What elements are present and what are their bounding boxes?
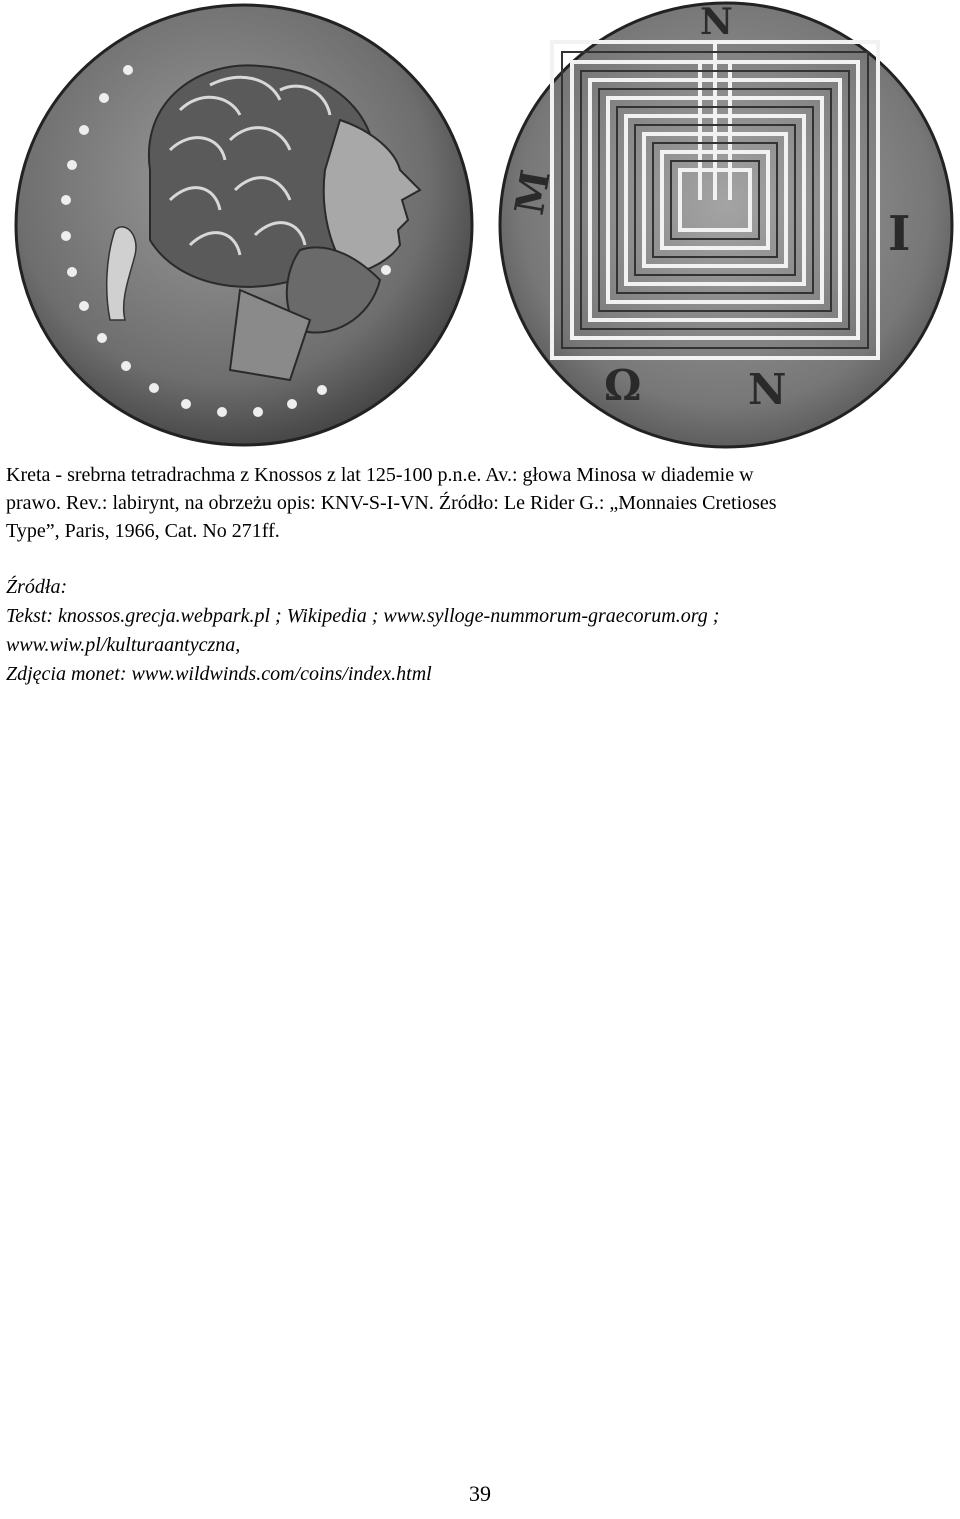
coin-obverse bbox=[16, 5, 472, 445]
sources-section bbox=[6, 573, 956, 689]
sources-text: Tekst: knossos.grecja.webpark.pl ; Wikipedia ; www.sylloge-nummorum-graecorum.org ; bbox=[6, 605, 720, 627]
caption-line: prawo. Rev.: labirynt, na obrzeżu opis: KNV-S-I-VN. Źródło: Le Rider G.: „Monnaies Cretioses bbox=[6, 492, 777, 514]
legend-letter-top: Ν bbox=[700, 1, 733, 43]
legend-letter-bottom-right: Ν bbox=[748, 365, 787, 414]
coin-reverse bbox=[500, 1, 952, 447]
legend-letter-bottom-left: Ω bbox=[604, 361, 642, 410]
caption-line: Type”, Paris, 1966, Cat. No 271ff. bbox=[6, 520, 280, 542]
legend-letter-right: Ι bbox=[888, 206, 911, 262]
caption-line: Kreta - srebrna tetradrachma z Knossos z lat 125-100 p.n.e. Av.: głowa Minosa w diademie w bbox=[6, 464, 754, 486]
legend-letter-left: Μ bbox=[505, 166, 560, 219]
sources-photos: Zdjęcia monet: www.wildwinds.com/coins/index.html bbox=[6, 663, 432, 685]
page-number: 39 bbox=[469, 1481, 491, 1506]
coin-photographs bbox=[0, 0, 960, 450]
sources-text-continued: www.wiw.pl/kulturaantyczna, bbox=[6, 634, 241, 656]
sources-heading: Źródła: bbox=[6, 576, 68, 598]
coin-caption bbox=[6, 461, 956, 545]
